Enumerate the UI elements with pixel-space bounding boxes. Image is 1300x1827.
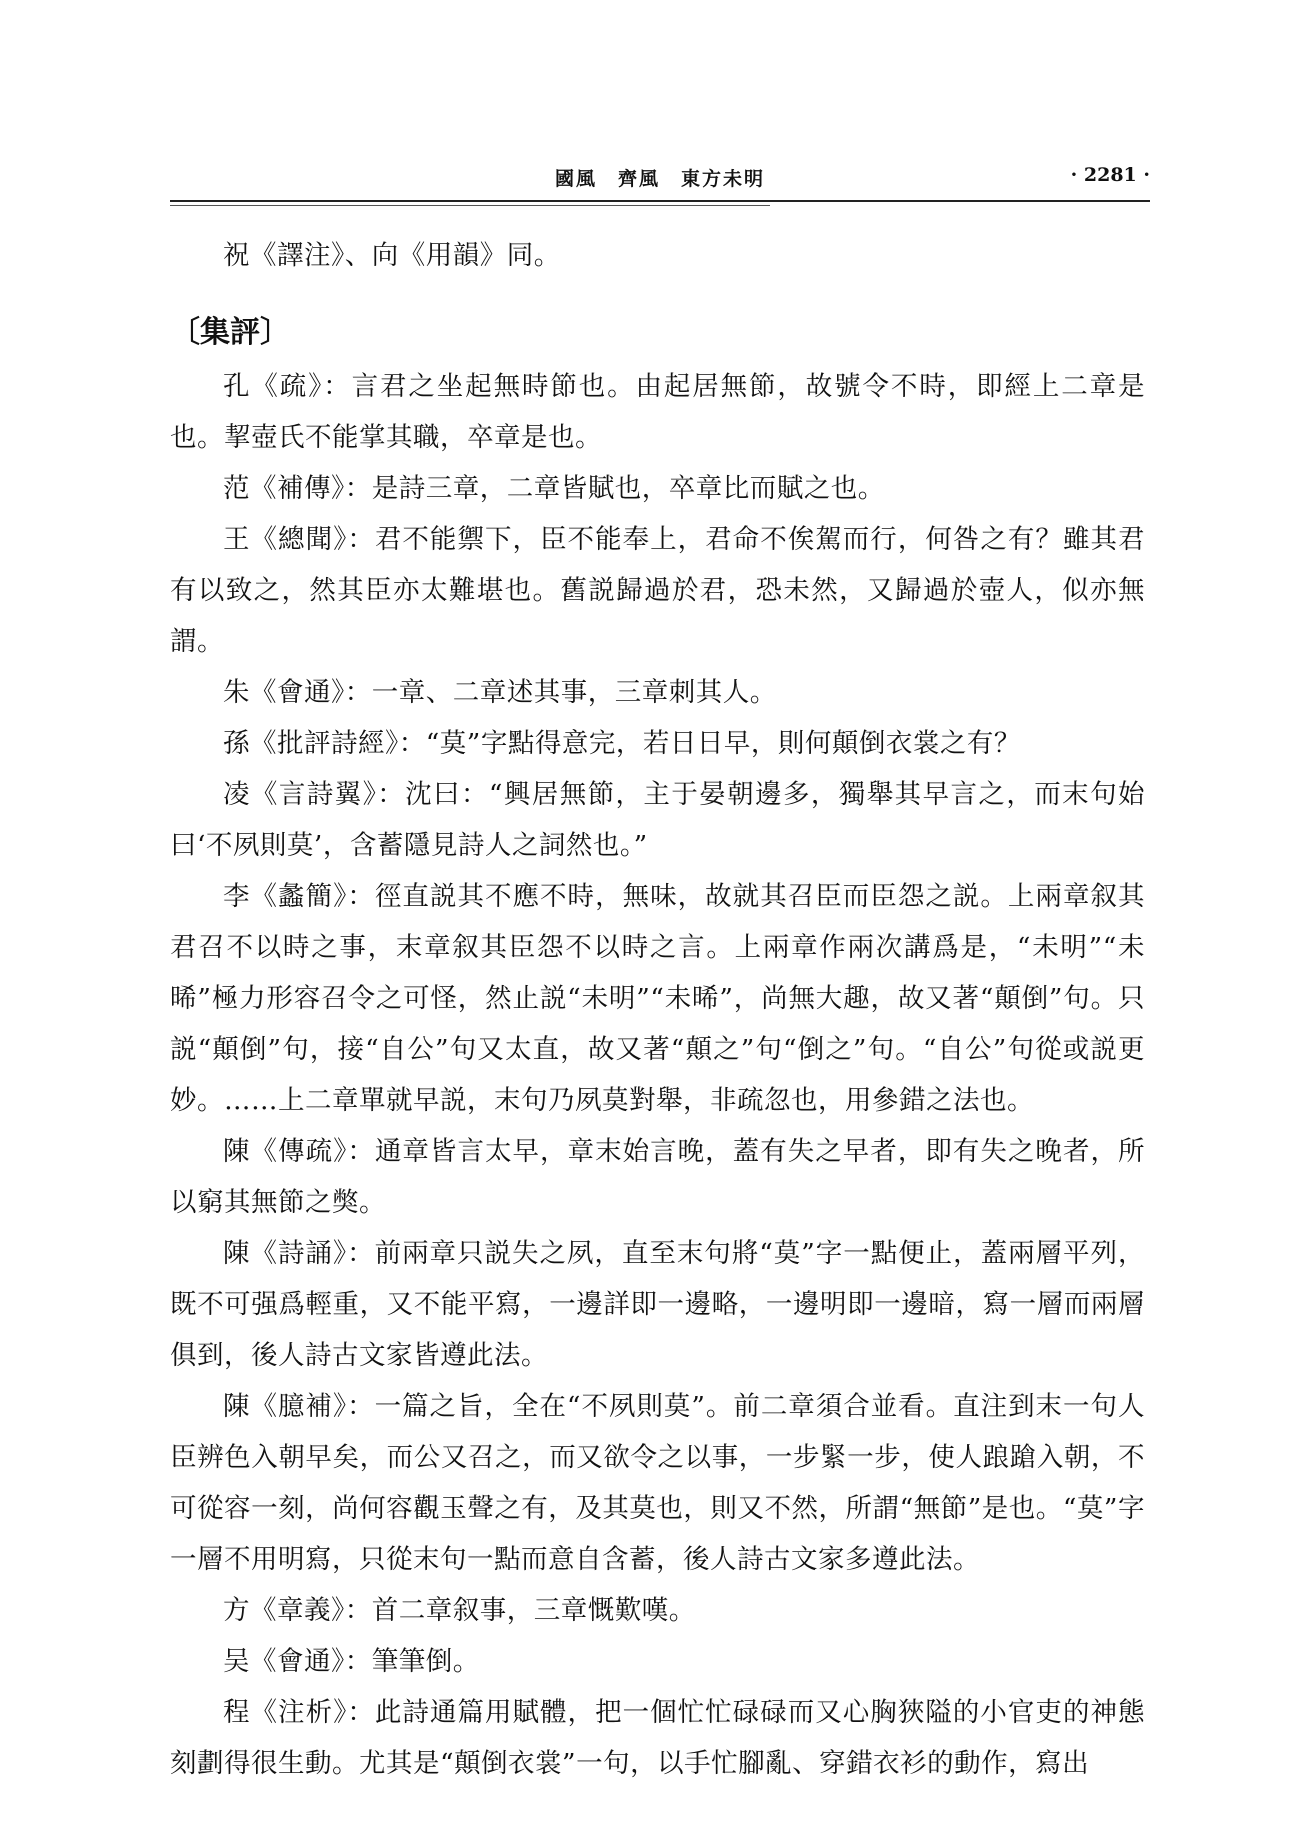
header-title: 國風 齊風 東方未明 — [554, 168, 765, 190]
commentary-paragraph: 孫《批評詩經》：“莫”字點得意完，若日日早，則何顛倒衣裳之有？ — [223, 728, 1021, 759]
page-number: · 2281 · — [1070, 164, 1150, 186]
commentary-paragraph: 吴《會通》：筆筆倒。 — [223, 1646, 480, 1677]
running-header — [170, 160, 1150, 200]
commentary-paragraph: 朱《會通》：一章、二章述其事，三章刺其人。 — [223, 677, 777, 708]
commentary-paragraph: 程《注析》：此詩通篇用賦體，把一個忙忙碌碌而又心胸狹隘的小官吏的神態刻劃得很生動。尤其是“顛倒衣裳”一句，以手忙腳亂、穿錯衣衫的動作，寫出 — [170, 1697, 1145, 1779]
commentary-paragraph: 陳《詩誦》：前兩章只説失之夙，直至末句將“莫”字一點便止，蓋兩層平列，既不可强爲輕重，又不能平寫，一邊詳即一邊略，一邊明即一邊暗，寫一層而兩層俱到，後人詩古文家皆遵此法。 — [170, 1238, 1145, 1371]
commentary-paragraph: 李《蠡簡》：徑直説其不應不時，無味，故就其召臣而臣怨之説。上兩章叙其君召不以時之事，末章叙其臣怨不以時之言。上兩章作兩次講爲是，“未明”“未晞”極力形容召令之可怪，然止説“未明”“未晞”，尚無大趣，故又著“顛倒”句。只説“顛倒”句，接“自公”句又太直，故又著“顛之”句“倒之”句。“自公”句從或説更妙。……上二章單就早説，末句乃夙莫對舉，非疏忽也，用參錯之法也。 — [170, 881, 1145, 1116]
header-rule — [170, 200, 1150, 202]
commentary-paragraph: 孔《疏》：言君之坐起無時節也。由起居無節，故號令不時，即經上二章是也。挈壺氏不能掌其職，卒章是也。 — [170, 371, 1145, 453]
page-body — [170, 230, 1145, 1789]
header-rule-thin — [170, 205, 770, 206]
commentary-paragraph: 陳《傳疏》：通章皆言太早，章末始言晚，蓋有失之早者，即有失之晚者，所以窮其無節之獘。 — [170, 1136, 1145, 1218]
commentary-paragraph: 陳《臆補》：一篇之旨，全在“不夙則莫”。前二章須合並看。直注到末一句人臣辨色入朝早矣，而公又召之，而又欲令之以事，一步緊一步，使人踉蹌入朝，不可從容一刻，尚何容觀玉聲之有，及其莫也，則又不然，所謂“無節”是也。“莫”字一層不用明寫，只從末句一點而意自含蓄，後人詩古文家多遵此法。 — [170, 1391, 1145, 1575]
intro-line: 祝《譯注》、向《用韻》同。 — [223, 240, 561, 271]
commentary-paragraph: 方《章義》：首二章叙事，三章慨歎嘆。 — [223, 1595, 696, 1626]
commentary-paragraph: 范《補傳》：是詩三章，二章皆賦也，卒章比而賦之也。 — [223, 473, 885, 504]
commentary-paragraph: 凌《言詩翼》：沈曰：“興居無節，主于晏朝邊多，獨舉其早言之，而末句始曰‘不夙則莫’，含蓄隱見詩人之詞然也。” — [170, 779, 1145, 861]
section-heading: 〔集評〕 — [170, 315, 290, 350]
commentary-paragraph: 王《總聞》：君不能禦下，臣不能奉上，君命不俟駕而行，何咎之有？雖其君有以致之，然其臣亦太難堪也。舊説歸過於君，恐未然，又歸過於壺人，似亦無謂。 — [170, 524, 1145, 657]
